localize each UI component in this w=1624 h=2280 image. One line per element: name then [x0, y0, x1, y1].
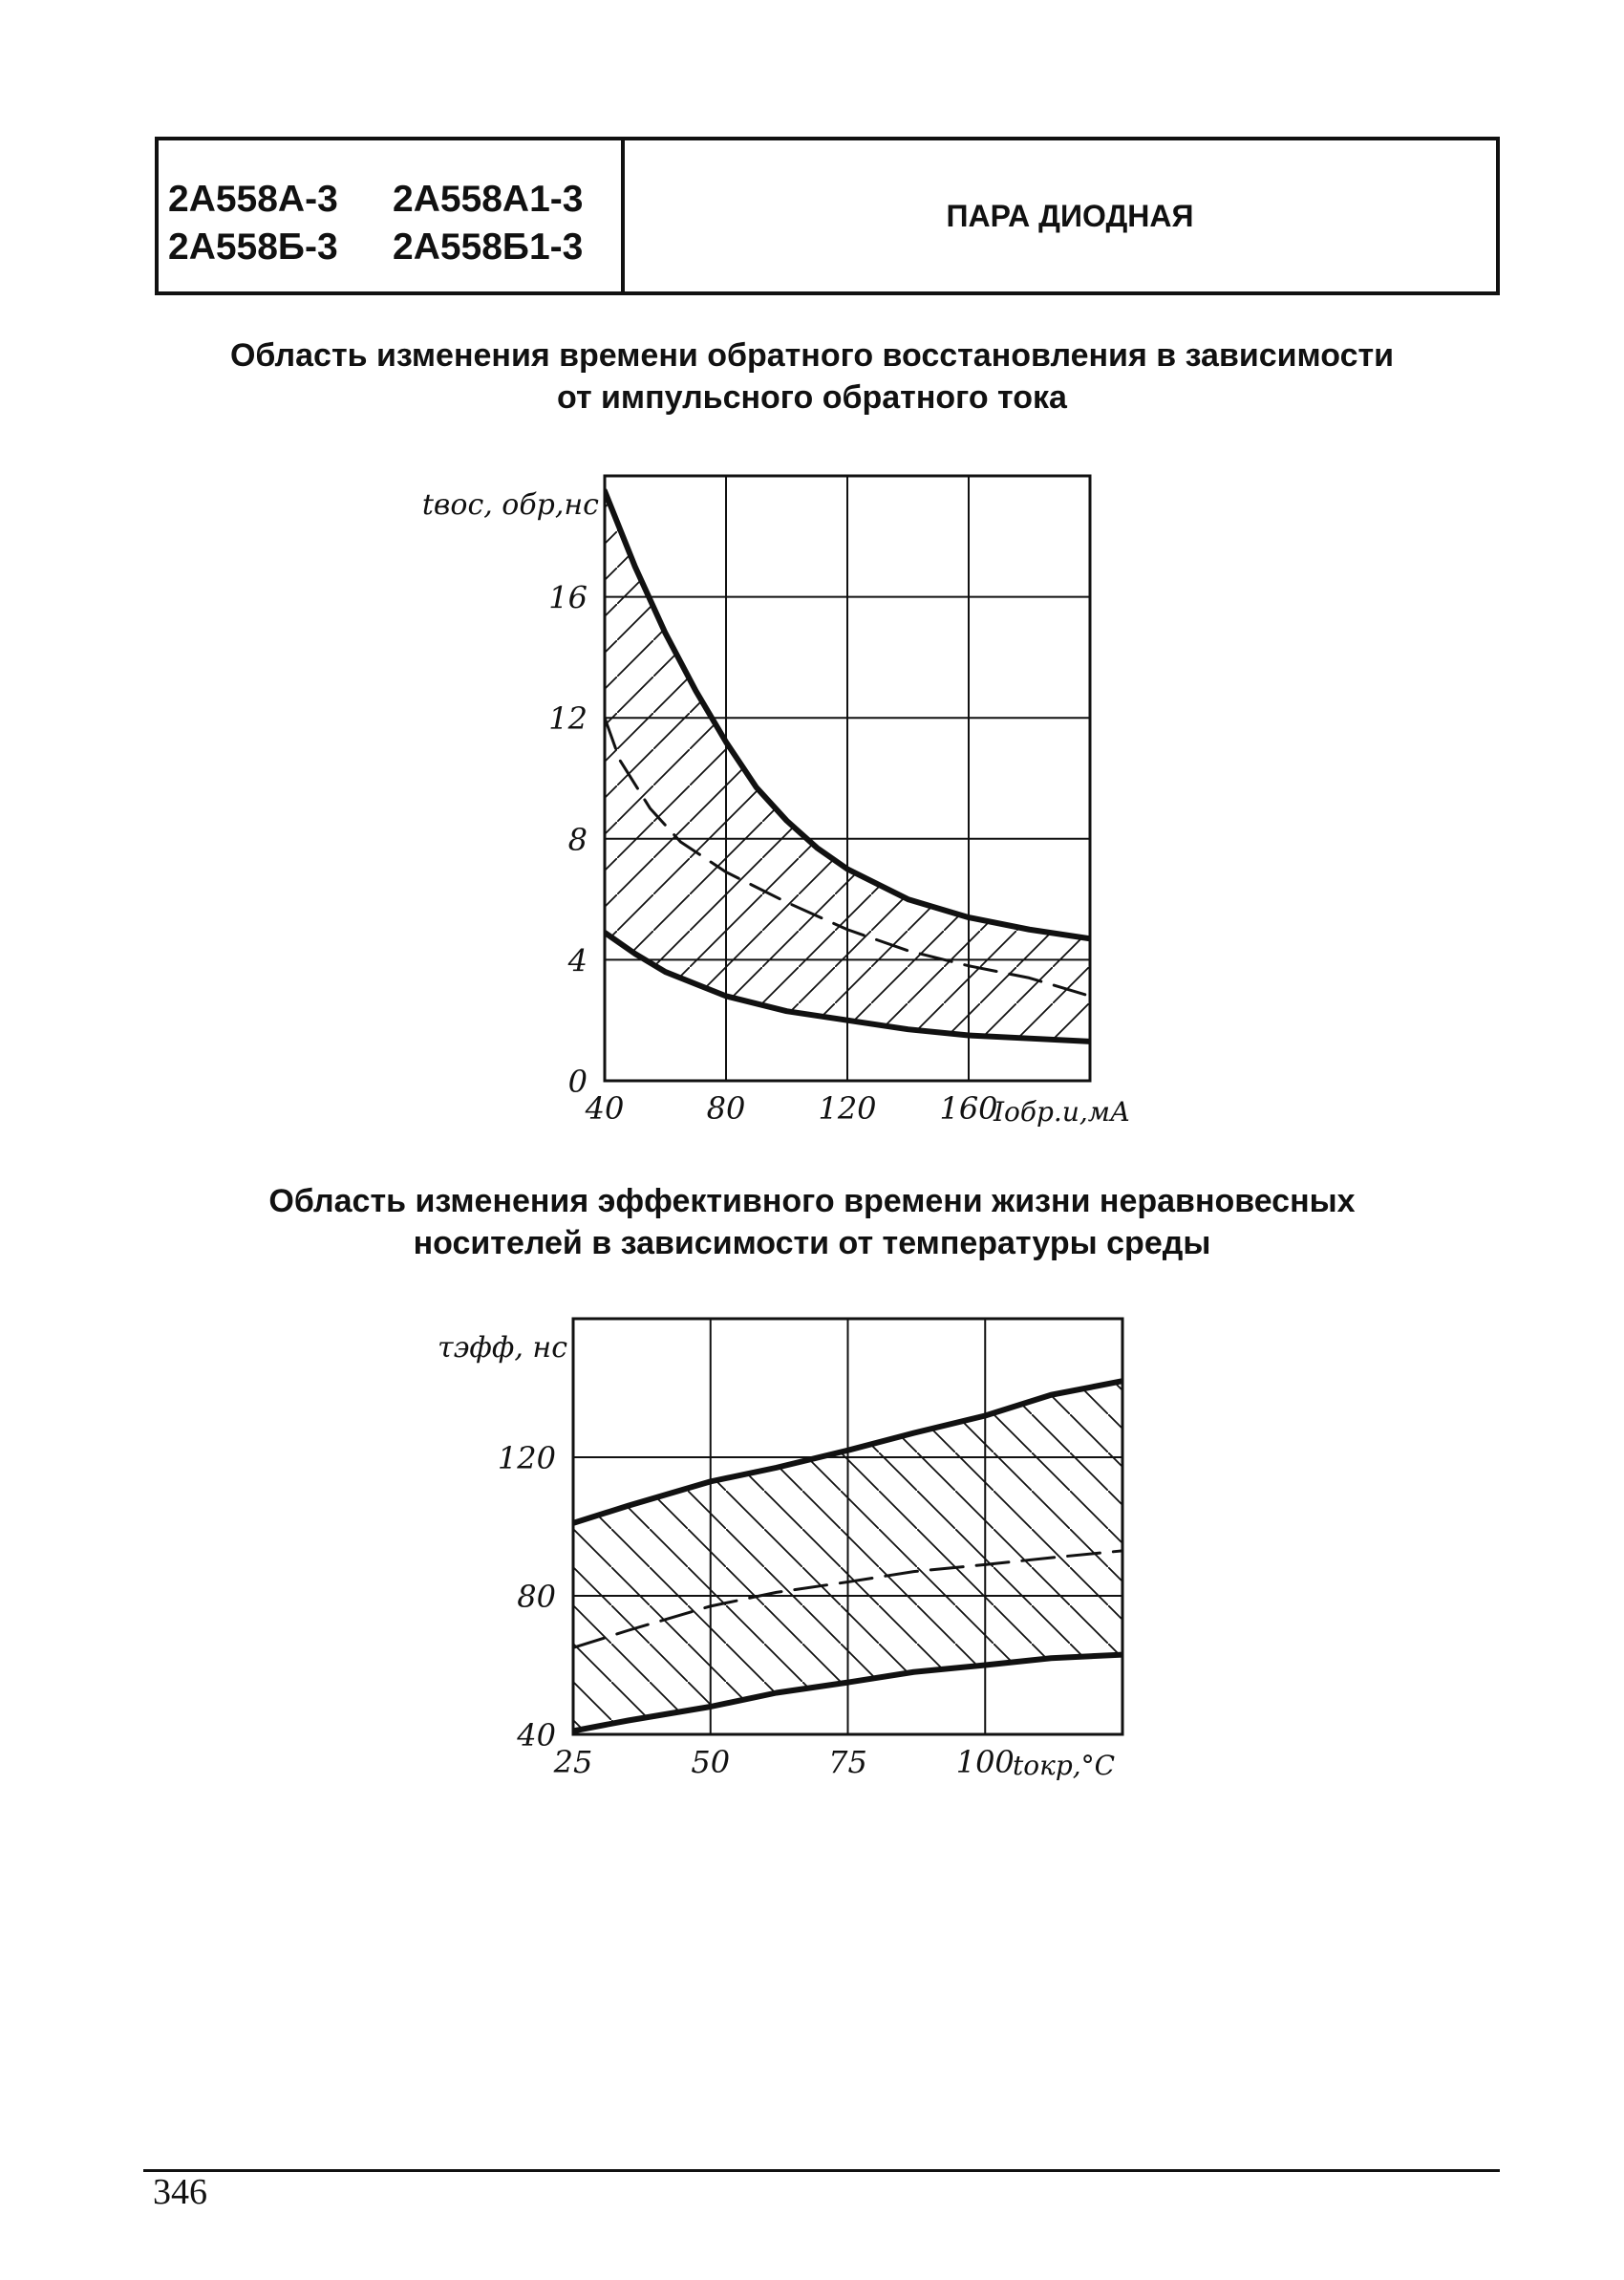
- x-tick-label: 80: [706, 1090, 746, 1127]
- y-tick-label: 12: [548, 700, 588, 738]
- model-list: [159, 140, 625, 291]
- model-name: 2А558А1-3: [393, 179, 584, 220]
- model-row: [168, 176, 621, 224]
- y-tick-label: 16: [548, 579, 588, 616]
- x-tick-label: 40: [585, 1090, 625, 1127]
- footer-divider: [143, 2169, 1500, 2172]
- x-axis-label: Iобр.и,мА: [994, 1096, 1131, 1128]
- x-tick-label: 75: [828, 1744, 867, 1780]
- y-tick-label: 40: [517, 1717, 556, 1753]
- chart-title-line: Область изменения времени обратного восстановления в зависимости: [229, 337, 1395, 374]
- x-tick-label: 100: [955, 1744, 1015, 1780]
- chart-title: [96, 1180, 1528, 1264]
- model-name: 2А558А-3: [168, 179, 338, 220]
- y-axis-label: tвос, обр,нс: [421, 488, 599, 522]
- y-tick-label: 120: [497, 1440, 556, 1476]
- x-tick-label: 160: [939, 1090, 998, 1127]
- y-axis-label: τэфф, нс: [438, 1331, 567, 1365]
- model-name: 2А558Б1-3: [393, 226, 584, 268]
- chart-title-line: Область изменения эффективного времени жизни неравновесных: [268, 1183, 1356, 1219]
- chart-title: [96, 334, 1528, 419]
- chart-title-line: носителей в зависимости от температуры среды: [413, 1225, 1211, 1261]
- y-tick-label: 8: [567, 821, 588, 858]
- y-tick-label: 0: [567, 1064, 588, 1100]
- model-name: 2А558Б-3: [168, 226, 338, 268]
- device-type: ПАРА ДИОДНАЯ: [946, 198, 1194, 233]
- y-tick-label: 80: [517, 1579, 556, 1615]
- model-row: [168, 224, 621, 271]
- x-axis-label: tокр,°С: [1013, 1750, 1116, 1781]
- chart-title-line: от импульсного обратного тока: [557, 379, 1067, 416]
- page-number: 346: [153, 2172, 207, 2212]
- y-tick-label: 4: [567, 942, 588, 979]
- x-tick-label: 25: [553, 1744, 593, 1780]
- header-box: [155, 137, 1500, 295]
- lifetime-chart: [0, 1300, 1624, 1796]
- x-tick-label: 50: [691, 1744, 731, 1780]
- x-tick-label: 120: [818, 1090, 877, 1127]
- recovery-time-chart: [0, 459, 1624, 1147]
